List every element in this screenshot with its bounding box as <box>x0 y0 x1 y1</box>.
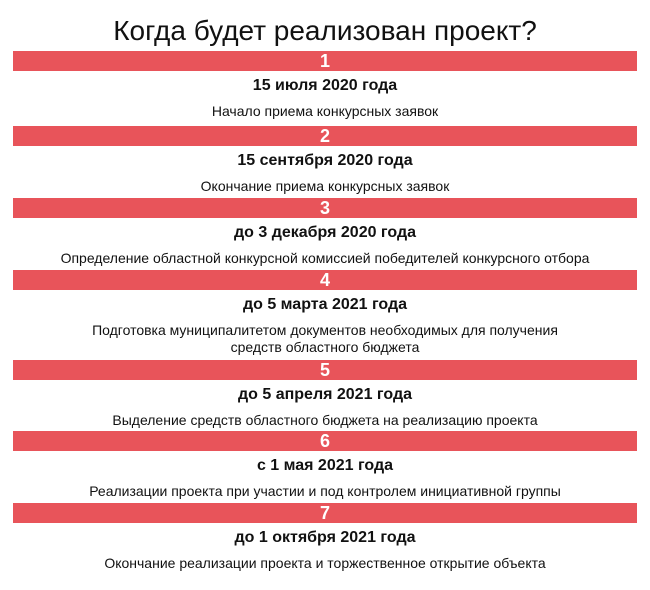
step-number-bar: 3 <box>13 198 637 218</box>
step-date: с 1 мая 2021 года <box>256 457 394 474</box>
timeline <box>0 51 650 578</box>
step-description: Окончание приема конкурсных заявок <box>200 178 450 194</box>
step-number-bar: 5 <box>13 360 637 380</box>
step-date: до 5 апреля 2021 года <box>237 386 412 403</box>
step-number-bar: 2 <box>13 126 637 146</box>
page-title: Когда будет реализован проект? <box>113 15 537 46</box>
step-date: до 1 октября 2021 года <box>234 529 416 546</box>
step-description: Реализации проекта при участии и под контролем инициативной группы <box>89 483 561 499</box>
step-description: Окончание реализации проекта и торжественное открытие объекта <box>104 555 546 571</box>
step-description: Начало приема конкурсных заявок <box>211 103 439 119</box>
step-description: Подготовка муниципалитетом документов необходимых для получения средств областного бюджета <box>92 322 558 355</box>
step-date: до 5 марта 2021 года <box>242 296 408 313</box>
timeline-step <box>0 198 650 270</box>
timeline-step <box>0 270 650 360</box>
step-number-bar: 6 <box>13 431 637 451</box>
timeline-step <box>0 126 650 198</box>
timeline-step <box>0 431 650 503</box>
step-description: Определение областной конкурсной комиссией победителей конкурсного отбора <box>60 250 590 266</box>
timeline-step <box>0 51 650 126</box>
step-date: до 3 декабря 2020 года <box>233 224 416 241</box>
step-number-bar: 4 <box>13 270 637 290</box>
timeline-step <box>0 503 650 578</box>
step-number-bar: 7 <box>13 503 637 523</box>
step-date: 15 июля 2020 года <box>252 77 398 94</box>
step-number-bar: 1 <box>13 51 637 71</box>
timeline-step <box>0 360 650 431</box>
step-date: 15 сентября 2020 года <box>237 152 413 169</box>
step-description: Выделение средств областного бюджета на реализацию проекта <box>112 412 538 428</box>
